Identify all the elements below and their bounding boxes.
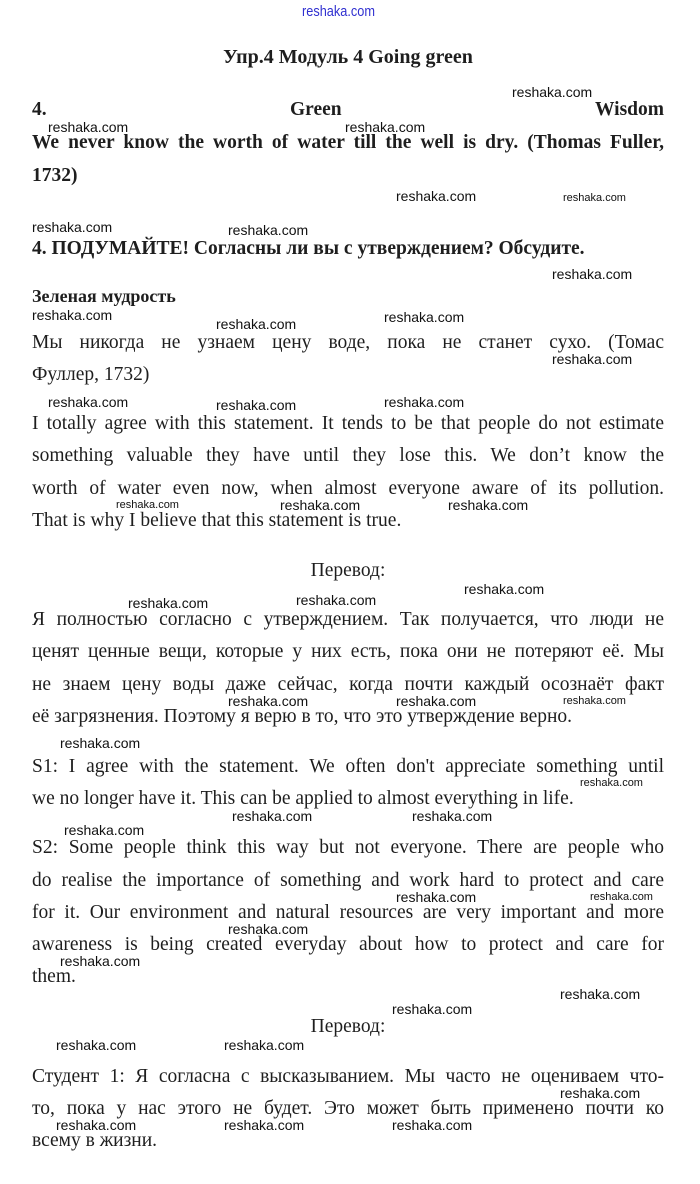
- s1-line: S1: I agree with the statement. We often don't appreciate something until: [32, 756, 664, 777]
- watermark: reshaka.com: [563, 192, 626, 204]
- watermark: reshaka.com: [552, 266, 633, 282]
- watermark: reshaka.com: [56, 1117, 137, 1133]
- s2-line: them.: [32, 966, 76, 987]
- watermark: reshaka.com: [60, 953, 141, 969]
- watermark: reshaka.com: [228, 921, 309, 937]
- watermark: reshaka.com: [48, 394, 129, 410]
- watermark: reshaka.com: [280, 497, 361, 513]
- watermark: reshaka.com: [396, 188, 477, 204]
- watermark: reshaka.com: [216, 316, 297, 332]
- watermark: reshaka.com: [396, 889, 477, 905]
- student1-ru-line: Студент 1: Я согласна с высказыванием. Мы часто не оцениваем что-: [32, 1066, 664, 1087]
- watermark: reshaka.com: [224, 1037, 305, 1053]
- answer-en-line: something valuable they have until they lose this. We don’t know the: [32, 445, 664, 466]
- watermark: reshaka.com: [228, 693, 309, 709]
- watermark: reshaka.com: [580, 777, 643, 789]
- s2-line: S2: Some people think this way but not everyone. There are people who: [32, 837, 664, 858]
- translation-label: Перевод:: [310, 1016, 386, 1037]
- watermark: reshaka.com: [396, 693, 477, 709]
- page-title: Упр.4 Модуль 4 Going green: [223, 46, 473, 68]
- student1-ru-line: всему в жизни.: [32, 1130, 158, 1151]
- student1-ru-line: то, пока у нас этого не будет. Это может быть применено почти ко: [32, 1098, 664, 1119]
- answer-en-line: That is why I believe that this statement is true.: [32, 510, 402, 531]
- watermark: reshaka.com: [296, 592, 377, 608]
- watermark: reshaka.com: [64, 822, 145, 838]
- watermark: reshaka.com: [228, 222, 309, 238]
- watermark: reshaka.com: [232, 808, 313, 824]
- watermark: reshaka.com: [392, 1117, 473, 1133]
- s1-line: we no longer have it. This can be applied to almost everything in life.: [32, 788, 574, 809]
- answer-ru-line: её загрязнения. Поэтому я верю в то, что это утверждение верно.: [32, 706, 573, 727]
- watermark: reshaka.com: [560, 1085, 641, 1101]
- watermark: reshaka.com: [48, 119, 129, 135]
- answer-en-line: worth of water even now, when almost everyone aware of its pollution.: [32, 478, 664, 499]
- quote-ru-line: Мы никогда не узнаем цену воде, пока не станет сухо. (Томас: [32, 332, 664, 353]
- watermark: reshaka.com: [464, 581, 545, 597]
- watermark: reshaka.com: [560, 986, 641, 1002]
- watermark: reshaka.com: [590, 891, 653, 903]
- task-number: 4.: [32, 99, 47, 120]
- watermark: reshaka.com: [128, 595, 209, 611]
- answer-ru-line: не знаем цену воды даже сейчас, когда почти каждый осознаёт факт: [32, 674, 664, 695]
- watermark: reshaka.com: [116, 499, 179, 511]
- quote-ru-line: Фуллер, 1732): [32, 364, 150, 385]
- watermark: reshaka.com: [56, 1037, 137, 1053]
- watermark: reshaka.com: [224, 1117, 305, 1133]
- task-title-word2: Wisdom: [595, 99, 664, 120]
- watermark: reshaka.com: [552, 351, 633, 367]
- quote-line: 1732): [32, 165, 78, 186]
- watermark: reshaka.com: [412, 808, 493, 824]
- watermark: reshaka.com: [32, 307, 113, 323]
- task-title-word1: Green: [290, 99, 342, 120]
- watermark: reshaka.com: [216, 397, 297, 413]
- task-header: [32, 100, 664, 120]
- answer-en-line: I totally agree with this statement. It tends to be that people do not estimate: [32, 413, 664, 434]
- s2-line: for it. Our environment and natural resources are very important and more: [32, 902, 664, 923]
- site-logo-watermark[interactable]: reshaka.com: [302, 3, 375, 20]
- watermark: reshaka.com: [512, 84, 593, 100]
- watermark: reshaka.com: [32, 219, 113, 235]
- watermark: reshaka.com: [448, 497, 529, 513]
- watermark: reshaka.com: [60, 735, 141, 751]
- s2-line: awareness is being created everyday about how to protect and care for: [32, 934, 664, 955]
- answer-ru-line: Я полностью согласно с утверждением. Так получается, что люди не: [32, 609, 664, 630]
- answer-ru-line: ценят ценные вещи, которые у них есть, пока они не потеряют её. Мы: [32, 641, 664, 662]
- watermark: reshaka.com: [345, 119, 426, 135]
- s2-line: do realise the importance of something and work hard to protect and care: [32, 870, 664, 891]
- quote-line: We never know the worth of water till the well is dry. (Thomas Fuller,: [32, 132, 664, 153]
- watermark: reshaka.com: [392, 1001, 473, 1017]
- instruction: 4. ПОДУМАЙТЕ! Согласны ли вы с утверждением? Обсудите.: [32, 238, 585, 259]
- translation-label: Перевод:: [310, 560, 386, 581]
- watermark: reshaka.com: [384, 309, 465, 325]
- watermark: reshaka.com: [563, 695, 626, 707]
- subheading: Зеленая мудрость: [32, 286, 176, 306]
- watermark: reshaka.com: [384, 394, 465, 410]
